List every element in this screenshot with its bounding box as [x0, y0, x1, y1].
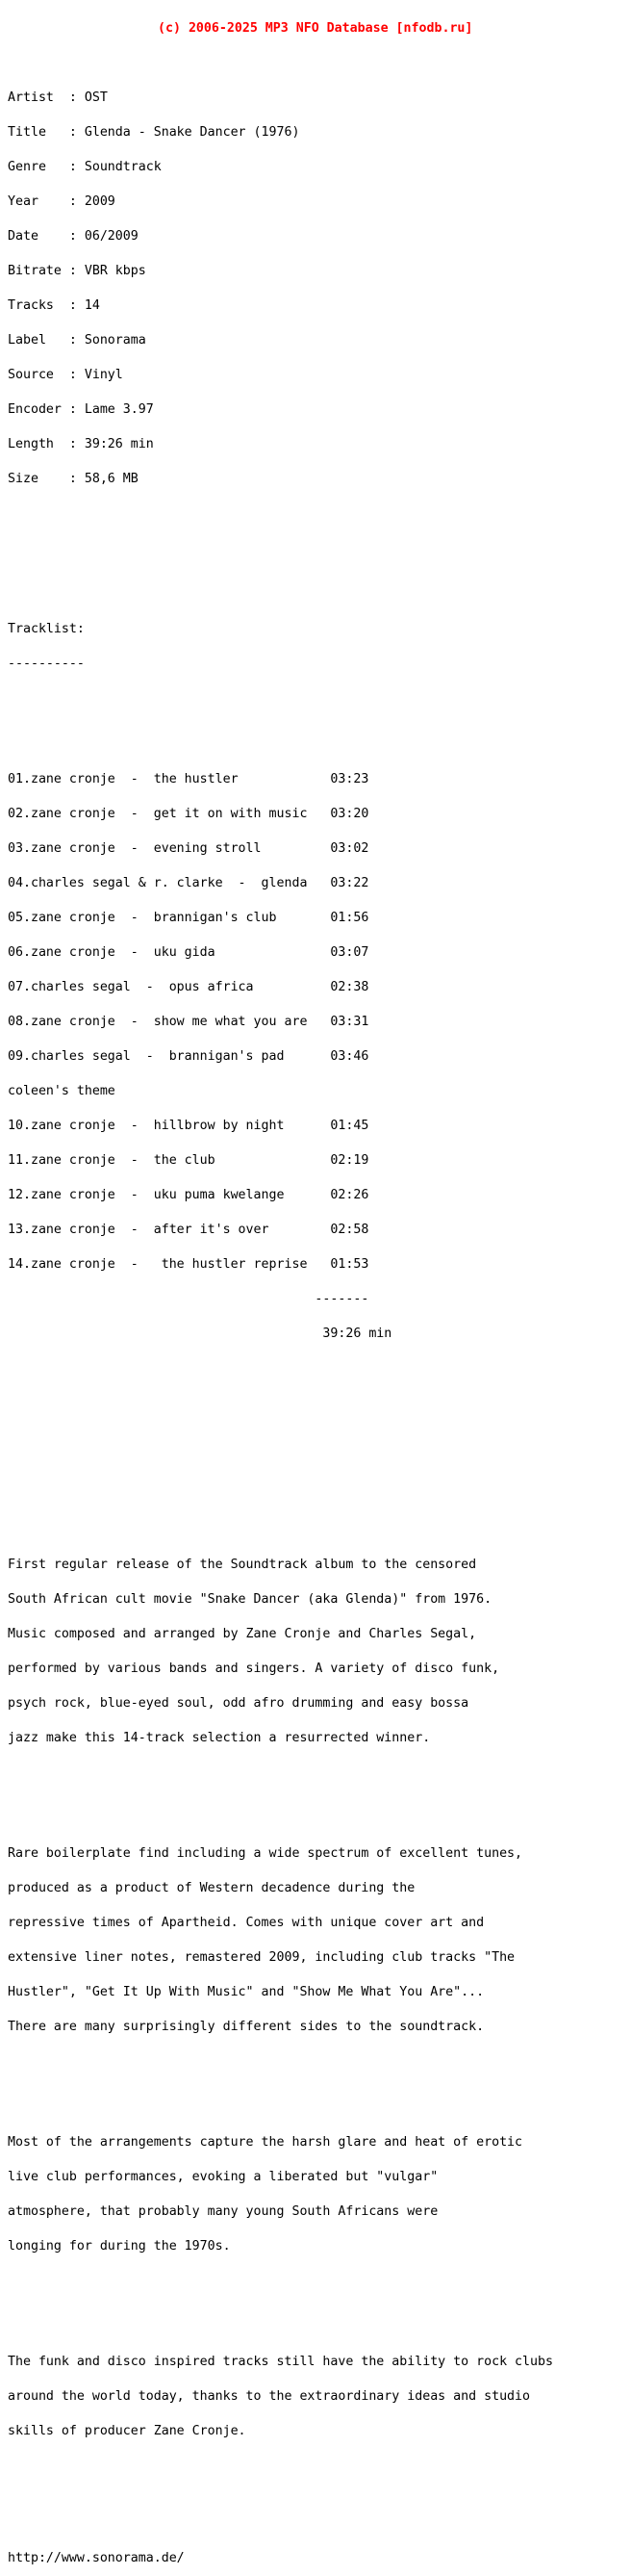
- tracklist-underline: ----------: [8, 657, 85, 671]
- track-row: 06.zane cronje - uku gida 03:07: [8, 945, 369, 960]
- description-line: South African cult movie "Snake Dancer (aka Glenda)" from 1976.: [8, 1592, 492, 1607]
- total-rule: -------: [8, 1292, 369, 1306]
- info-artist: Artist : OST: [8, 90, 108, 105]
- track-row: 11.zane cronje - the club 02:19: [8, 1153, 369, 1168]
- label-url: http://www.sonorama.de/: [8, 2551, 185, 2565]
- description-line: The funk and disco inspired tracks still have the ability to rock clubs: [8, 2355, 553, 2369]
- description-line: Hustler", "Get It Up With Music" and "Show Me What You Are"...: [8, 1985, 485, 1999]
- track-row: 04.charles segal & r. clarke - glenda 03:22: [8, 876, 369, 890]
- total-time: 39:26 min: [8, 1327, 392, 1341]
- track-row: 05.zane cronje - brannigan's club 01:56: [8, 911, 369, 925]
- blank-line: [8, 1432, 553, 1444]
- description-line: psych rock, blue-eyed soul, odd afro drumming and easy bossa: [8, 1696, 469, 1711]
- track-row: 14.zane cronje - the hustler reprise 01:53: [8, 1257, 369, 1272]
- blank-line: [8, 2299, 553, 2310]
- release-info: [8, 69, 553, 508]
- description-line: Music composed and arranged by Zane Cronje and Charles Segal,: [8, 1627, 477, 1641]
- track-row: 07.charles segal - opus africa 02:38: [8, 980, 369, 994]
- description-line: performed by various bands and singers. A variety of disco funk,: [8, 1662, 500, 1676]
- blank-line: [8, 705, 553, 716]
- description-line: atmosphere, that probably many young South Africans were: [8, 2204, 439, 2219]
- info-size: Size : 58,6 MB: [8, 472, 139, 486]
- track-row: 08.zane cronje - show me what you are 03:31: [8, 1015, 369, 1029]
- info-source: Source : Vinyl: [8, 368, 123, 382]
- description-line: There are many surprisingly different sides to the soundtrack.: [8, 2020, 485, 2034]
- description-line: around the world today, thanks to the extraordinary ideas and studio: [8, 2389, 531, 2404]
- description-line: Rare boilerplate find including a wide spectrum of excellent tunes,: [8, 1846, 523, 1861]
- track-row: 02.zane cronje - get it on with music 03:20: [8, 807, 369, 821]
- description-line: Most of the arrangements capture the harsh glare and heat of erotic: [8, 2135, 523, 2150]
- description-line: longing for during the 1970s.: [8, 2239, 231, 2254]
- description: [8, 1513, 553, 2484]
- track-row: 10.zane cronje - hillbrow by night 01:45: [8, 1119, 369, 1133]
- description-line: repressive times of Apartheid. Comes with unique cover art and: [8, 1916, 485, 1930]
- description-line: extensive liner notes, remastered 2009, including club tracks "The: [8, 1950, 516, 1965]
- info-tracks: Tracks : 14: [8, 298, 100, 313]
- tracklist: [8, 751, 553, 1363]
- description-line: live club performances, evoking a liberated but "vulgar": [8, 2170, 439, 2184]
- track-row: coleen's theme: [8, 1084, 115, 1098]
- copyright-header[interactable]: (c) 2006-2025 MP3 NFO Database [nfodb.ru]: [158, 21, 473, 36]
- blank-line: [8, 1467, 553, 1479]
- track-row: 01.zane cronje - the hustler 03:23: [8, 772, 369, 786]
- blank-line: [8, 543, 553, 554]
- header-line: [8, 23, 553, 35]
- blank-line: [8, 578, 553, 589]
- description-line: produced as a product of Western decadence during the: [8, 1881, 416, 1895]
- description-paragraph: [8, 1825, 553, 2056]
- description-line: First regular release of the Soundtrack album to the censored: [8, 1558, 477, 1572]
- tracklist-heading: Tracklist:: [8, 622, 85, 636]
- info-length: Length : 39:26 min: [8, 437, 154, 451]
- description-paragraph: [8, 2333, 553, 2460]
- info-encoder: Encoder : Lame 3.97: [8, 402, 154, 417]
- info-bitrate: Bitrate : VBR kbps: [8, 264, 146, 278]
- blank-line: [8, 2518, 553, 2530]
- info-title: Title : Glenda - Snake Dancer (1976): [8, 125, 300, 140]
- track-row: 09.charles segal - brannigan's pad 03:46: [8, 1049, 369, 1064]
- blank-line: [8, 1790, 553, 1802]
- track-row: 03.zane cronje - evening stroll 03:02: [8, 841, 369, 856]
- blank-line: [8, 2079, 553, 2091]
- blank-line: [8, 1398, 553, 1409]
- info-year: Year : 2009: [8, 194, 115, 209]
- nfo-document: [8, 0, 553, 2576]
- track-row: 12.zane cronje - uku puma kwelange 02:26: [8, 1188, 369, 1202]
- description-paragraph: [8, 2114, 553, 2276]
- info-genre: Genre : Soundtrack: [8, 160, 162, 174]
- description-paragraph: [8, 1536, 553, 1767]
- info-label: Label : Sonorama: [8, 333, 146, 348]
- description-line: jazz make this 14-track selection a resurrected winner.: [8, 1731, 431, 1745]
- info-date: Date : 06/2009: [8, 229, 139, 244]
- description-line: skills of producer Zane Cronje.: [8, 2424, 246, 2438]
- track-row: 13.zane cronje - after it's over 02:58: [8, 1223, 369, 1237]
